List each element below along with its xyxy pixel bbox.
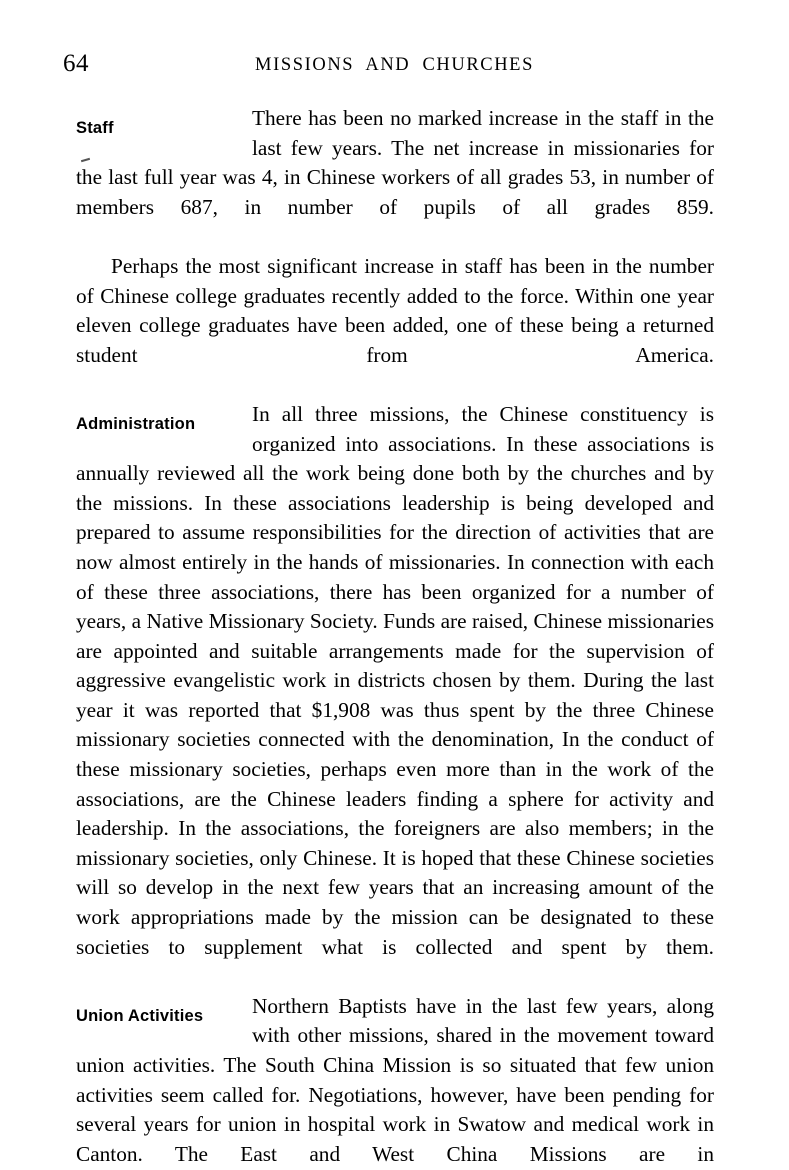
sidenote-union-activities: Union Activities	[76, 1006, 204, 1025]
paragraph-college-graduates-text: Perhaps the most significant increase in staff has been in the number of Chinese college graduates recently added to the force. Within one year eleven college graduates have been added, one of these being a returned student from America.	[76, 253, 714, 367]
paragraph-staff	[76, 104, 714, 252]
body-text-block	[76, 104, 714, 1170]
page-number: 64	[63, 50, 89, 77]
paragraph-union-activities-text: Northern Baptists have in the last few years, along with other missions, shared in the movement toward union activities. The South China Mission is so situated that few union activities seem called for. Negotiations, however, have been pending for several years for union in hospital work in Swatow and medical work in Canton. The East and West China Missions are in	[76, 993, 714, 1166]
page-header	[0, 49, 789, 79]
paragraph-administration	[76, 400, 714, 992]
paragraph-staff-text: There has been no marked increase in the staff in the last few years. The net increase in missionaries for the last full year was 4, in Chinese workers of all grades 53, in number of members 687, in number of pupils of all grades 859.	[76, 106, 714, 219]
sidenote-administration: Administration	[76, 414, 196, 433]
sidenote-staff: Staff	[76, 119, 114, 137]
paragraph-college-graduates	[76, 252, 714, 400]
paragraph-administration-text: In all three missions, the Chinese constituency is organized into associations. In these associations is annually reviewed all the work being done both by the churches and by the missions. In these associations leadership is being developed and prepared to assume responsibilities for the direction of activities that are now almost entirely in the hands of missionaries. In connection with each of these three associations, there has been organized for a number of years, a Native Missionary Society. Funds are raised, Chinese missionaries are appointed and suitable arrangements made for the supervision of aggressive evangelistic work in districts chosen by them. During the last year it was reported that $1,908 was thus spent by the three Chinese missionary societies connected with the denomination, In the conduct of these missionary societies, perhaps even more than in the work of the associations, are the Chinese leaders finding a sphere for activity and leadership. In the associations, the foreigners are also members; in the missionary societies, only Chinese. It is hoped that these Chinese societies will so develop in the next few years that an increasing amount of the work appropriations made by the mission can be designated to these societies to supplement what is collected and spent by them.	[76, 401, 714, 959]
paragraph-union-activities	[76, 992, 714, 1170]
running-head: MISSIONS AND CHURCHES	[255, 55, 534, 75]
